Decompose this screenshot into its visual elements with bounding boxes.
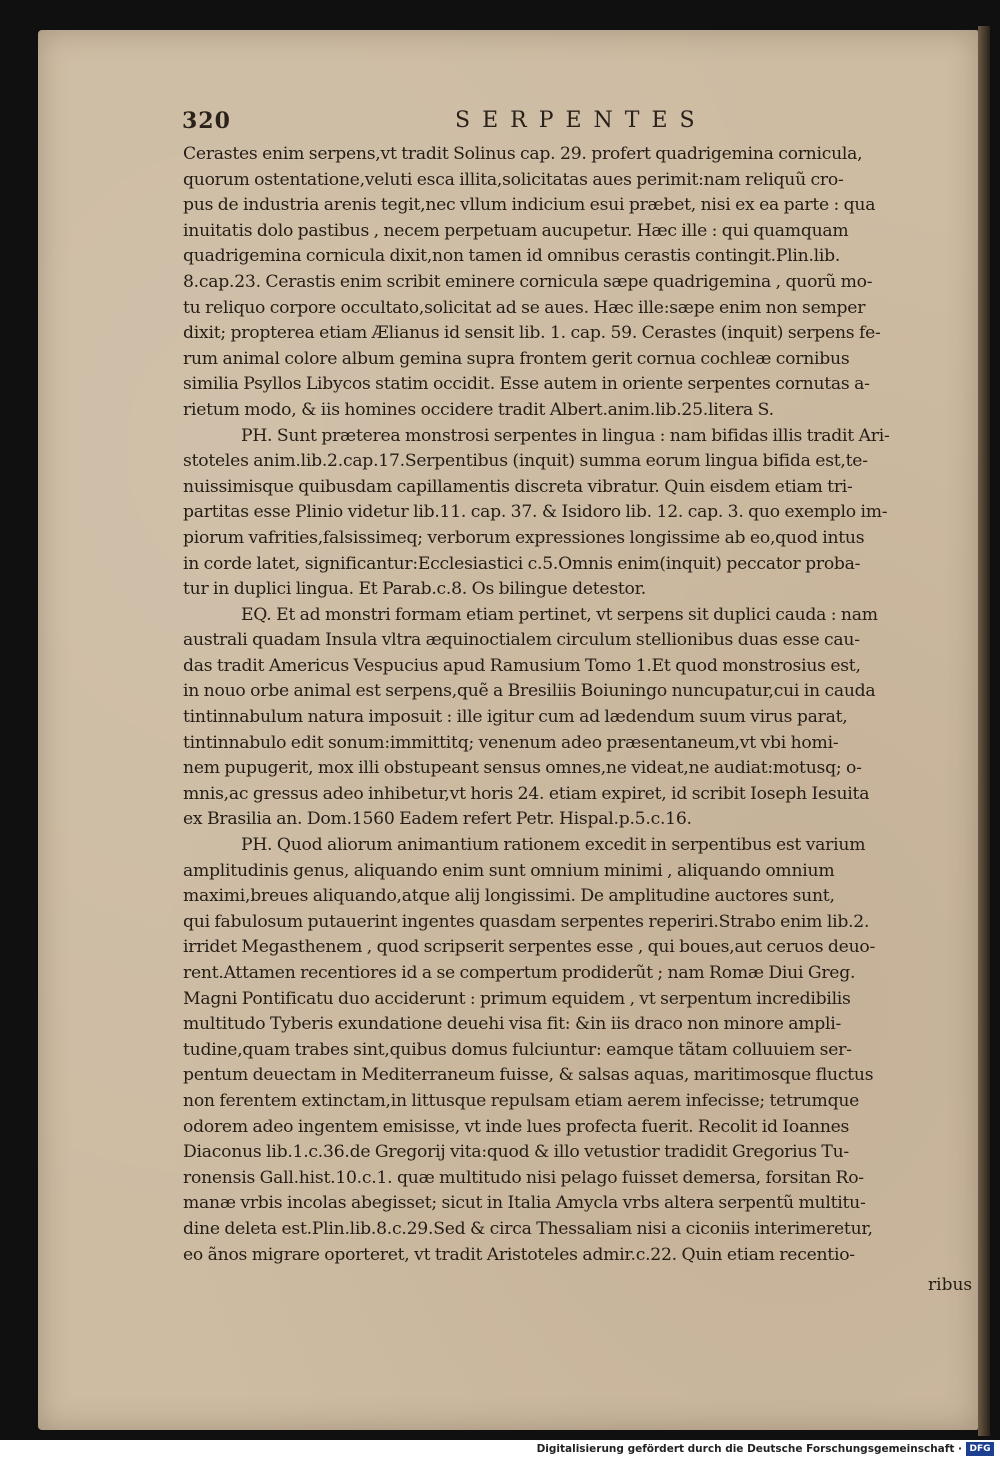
text-line: stoteles anim.lib.2.cap.17.Serpentibus (inquit) summa eorum lingua bifida est,te- <box>183 451 868 472</box>
text-line: qui fabulosum putauerint ingentes quasdam serpentes reperiri.Strabo enim lib.2. <box>183 911 870 932</box>
digitization-footer <box>0 1440 1000 1460</box>
text-line: dixit; propterea etiam Ælianus id sensit lib. 1. cap. 59. Cerastes (inquit) serpens fe- <box>183 323 881 344</box>
text-line: irridet Megasthenem , quod scripserit serpentes esse , qui boues,aut ceruos deuo- <box>183 937 876 958</box>
text-line: non ferentem extinctam,in littusque repulsam etiam aerem infecisse; tetrumque <box>183 1090 860 1111</box>
text-line: odorem adeo ingentem emisisse, vt inde lues profecta fuerit. Recolit id Ioannes <box>183 1116 850 1137</box>
dfg-logo: DFG <box>966 1442 994 1456</box>
text-line: tintinnabulum natura imposuit : ille igitur cum ad lædendum suum virus parat, <box>183 707 848 728</box>
text-line: Cerastes enim serpens,vt tradit Solinus cap. 29. profert quadrigemina cornicula, <box>183 144 863 164</box>
text-line: tur in duplici lingua. Et Parab.c.8. Os bilingue detestor. <box>183 579 646 600</box>
paragraph <box>183 142 958 424</box>
text-line: manæ vrbis incolas abegisset; sicut in Italia Amycla vrbs altera serpentũ multitu- <box>183 1193 866 1214</box>
text-line: pus de industria arenis tegit,nec vllum indicium esui præbet, nisi ex ea parte : qua <box>183 195 876 216</box>
text-line: inuitatis dolo pastibus , necem perpetuam aucupetur. Hæc ille : qui quamquam <box>183 220 849 241</box>
text-line: similia Psyllos Libycos statim occidit. Esse autem in oriente serpentes cornutas a- <box>183 374 870 395</box>
text-line: multitudo Tyberis exundatione deuehi visa fit: &in iis draco non minore ampli- <box>183 1014 842 1035</box>
text-line: ronensis Gall.hist.10.c.1. quæ multitudo nisi pelago fuisset demersa, forsitan Ro- <box>183 1167 864 1188</box>
text-line: nem pupugerit, mox illi obstupeant sensus omnes,ne videat,ne audiat:motusq; o- <box>183 758 862 779</box>
paragraph <box>183 833 958 1268</box>
text-line: Diaconus lib.1.c.36.de Gregorij vita:quod & illo vetustior tradidit Gregorius Tu- <box>183 1142 849 1163</box>
footer-credit: Digitalisierung gefördert durch die Deutsche Forschungsgemeinschaft · <box>536 1443 962 1455</box>
paragraph <box>183 424 958 603</box>
text-line: tintinnabulo edit sonum:immittitq; venenum adeo præsentaneum,vt vbi homi- <box>183 732 839 753</box>
body-text <box>183 142 958 1268</box>
text-line: PH. Quod aliorum animantium rationem excedit in serpentibus est varium <box>241 835 866 856</box>
text-line: quorum ostentatione,veluti esca illita,solicitatas aues perimit:nam reliquũ cro- <box>183 169 844 190</box>
text-line: ex Brasilia an. Dom.1560 Eadem refert Petr. Hispal.p.5.c.16. <box>183 809 692 830</box>
text-line: in corde latet, significantur:Ecclesiastici c.5.Omnis enim(inquit) peccator proba- <box>183 553 861 574</box>
text-line: tudine,quam trabes sint,quibus domus fulciuntur: eamque tãtam colluuiem ser- <box>183 1039 852 1060</box>
text-line: australi quadam Insula vltra æquinoctialem circulum stellionibus duas esse cau- <box>183 630 860 651</box>
paragraph <box>183 603 958 833</box>
text-line: rietum modo, & iis homines occidere tradit Albert.anim.lib.25.litera S. <box>183 399 774 420</box>
text-line: piorum vafrities,falsissimeq; verborum expressiones longissime ab eo,quod intus <box>183 527 865 548</box>
text-line: amplitudinis genus, aliquando enim sunt omnium minimi , aliquando omnium <box>183 860 835 881</box>
text-line: rent.Attamen recentiores id a se compertum prodiderũt ; nam Romæ Diui Greg. <box>183 963 856 983</box>
page-edge <box>978 26 990 1436</box>
text-line: tu reliquo corpore occultato,solicitat ad se aues. Hæc ille:sæpe enim non semper <box>183 297 866 318</box>
text-line: maximi,breues aliquando,atque alij longissimi. De amplitudine auctores sunt, <box>183 886 835 907</box>
text-line: quadrigemina cornicula dixit,non tamen id omnibus cerastis contingit.Plin.lib. <box>183 246 841 267</box>
running-title: SERPENTES <box>455 108 707 133</box>
text-line: partitas esse Plinio videtur lib.11. cap. 37. & Isidoro lib. 12. cap. 3. quo exemplo im- <box>183 502 888 523</box>
text-line: nuissimisque quibusdam capillamentis discreta vibratur. Quin eisdem etiam tri- <box>183 476 853 497</box>
page-header <box>140 108 760 142</box>
text-line: PH. Sunt præterea monstrosi serpentes in lingua : nam bifidas illis tradit Ari- <box>241 425 890 446</box>
text-line: eo ãnos migrare oporteret, vt tradit Aristoteles admir.c.22. Quin etiam recentio- <box>183 1244 855 1265</box>
catchword: ribus <box>928 1275 973 1295</box>
text-line: pentum deuectam in Mediterraneum fuisse, & salsas aquas, maritimosque fluctus <box>183 1065 874 1086</box>
text-line: EQ. Et ad monstri formam etiam pertinet, vt serpens sit duplici cauda : nam <box>241 604 878 625</box>
text-line: Magni Pontificatu duo acciderunt : primum equidem , vt serpentum incredibilis <box>183 988 851 1009</box>
text-line: dine deleta est.Plin.lib.8.c.29.Sed & circa Thessaliam nisi a ciconiis interimeretur, <box>183 1218 873 1239</box>
text-line: das tradit Americus Vespucius apud Ramusium Tomo 1.Et quod monstrosius est, <box>183 655 861 676</box>
text-line: mnis,ac gressus adeo inhibetur,vt horis 24. etiam expiret, id scribit Ioseph Iesuita <box>183 783 870 804</box>
text-line: rum animal colore album gemina supra frontem gerit cornua cochleæ cornibus <box>183 348 850 369</box>
text-line: in nouo orbe animal est serpens,quẽ a Bresiliis Boiuningo nuncupatur,cui in cauda <box>183 681 876 702</box>
text-line: 8.cap.23. Cerastis enim scribit eminere cornicula sæpe quadrigemina , quorũ mo- <box>183 271 873 292</box>
page-number: 320 <box>182 108 231 134</box>
